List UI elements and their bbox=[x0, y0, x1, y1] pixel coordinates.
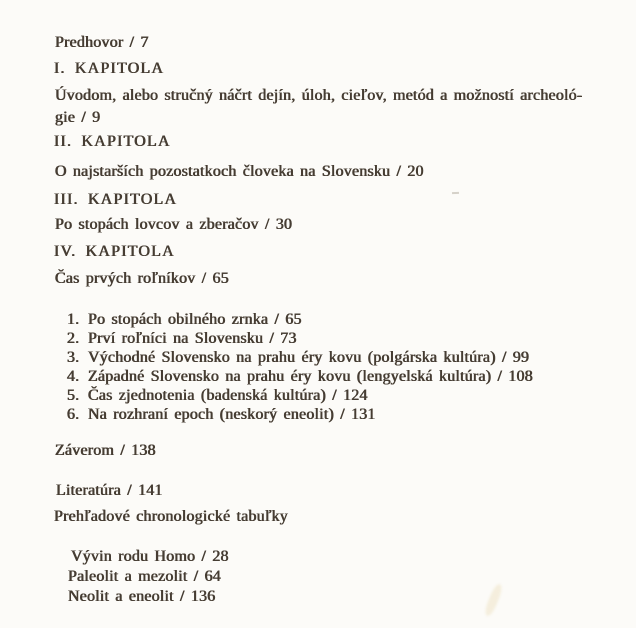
chapter-4-title: Čas prvých roľníkov / 65 bbox=[55, 270, 229, 287]
chapter-2-title: O najstarších pozostatkoch človeka na Slovensku / 20 bbox=[55, 163, 424, 180]
table-entry-1: Vývin rodu Homo / 28 bbox=[71, 548, 229, 565]
section-item-6 bbox=[67, 405, 376, 424]
section-item-3 bbox=[67, 348, 529, 367]
chapter-4-heading: IV. KAPITOLA bbox=[54, 243, 175, 260]
chapter-2-heading: II. KAPITOLA bbox=[54, 133, 171, 150]
section-item-4 bbox=[67, 367, 533, 386]
section-item-3-text: Východné Slovensko na prahu éry kovu (polgárska kultúra) / 99 bbox=[88, 349, 530, 366]
chapter-1-heading: I. KAPITOLA bbox=[54, 60, 165, 77]
scan-artifact-streak bbox=[483, 583, 504, 618]
toc-entry-predhovor: Predhovor / 7 bbox=[55, 34, 149, 51]
section-item-2 bbox=[67, 329, 297, 348]
section-item-1 bbox=[67, 310, 302, 329]
section-item-6-number: 6. bbox=[67, 406, 80, 423]
section-item-1-number: 1. bbox=[67, 311, 80, 328]
chapter-1-title-line-1: Úvodom, alebo stručný náčrt dejín, úloh, cieľov, metód a možností archeoló- bbox=[55, 87, 583, 104]
chapter-1-title-line-2: gie / 9 bbox=[55, 109, 101, 126]
chapter-3-heading: III. KAPITOLA bbox=[54, 191, 178, 208]
toc-entry-zaverom: Záverom / 138 bbox=[55, 442, 156, 459]
chapter-3-title: Po stopách lovcov a zberačov / 30 bbox=[55, 216, 293, 233]
section-item-3-number: 3. bbox=[67, 349, 80, 366]
section-item-2-number: 2. bbox=[67, 330, 80, 347]
toc-entry-literatura: Literatúra / 141 bbox=[56, 482, 163, 499]
table-entry-2: Paleolit a mezolit / 64 bbox=[68, 568, 222, 585]
section-item-5-text: Čas zjednotenia (badenská kultúra) / 124 bbox=[88, 387, 368, 404]
table-entry-3: Neolit a eneolit / 136 bbox=[68, 588, 216, 605]
scan-artifact-dash bbox=[452, 192, 459, 194]
section-item-5-number: 5. bbox=[67, 387, 80, 404]
toc-entry-tables-heading: Prehľadové chronologické tabuľky bbox=[54, 508, 289, 525]
section-item-6-text: Na rozhraní epoch (neskorý eneolit) / 131 bbox=[88, 406, 376, 423]
section-item-4-number: 4. bbox=[67, 368, 80, 385]
section-item-2-text: Prví roľníci na Slovensku / 73 bbox=[88, 330, 297, 347]
section-item-5 bbox=[67, 386, 368, 405]
section-item-1-text: Po stopách obilného zrnka / 65 bbox=[88, 311, 302, 328]
section-item-4-text: Západné Slovensko na prahu éry kovu (lengyelská kultúra) / 108 bbox=[88, 368, 533, 385]
